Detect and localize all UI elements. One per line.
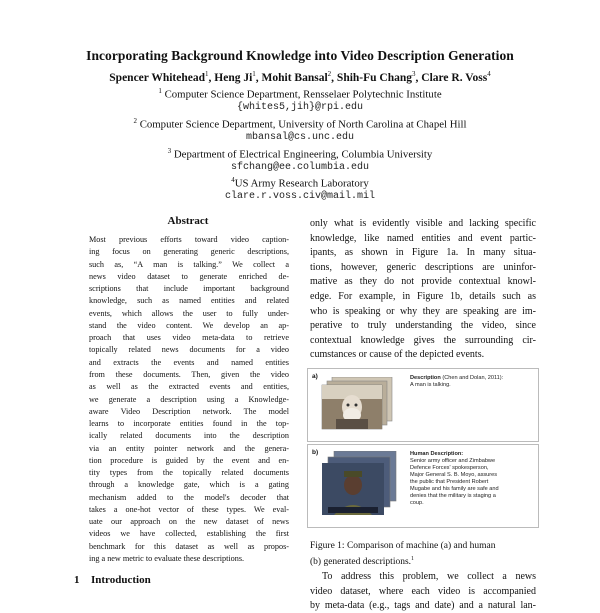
caption-line-2: (b) generated descriptions.$^1$: [310, 556, 415, 568]
video-frames-a: [320, 377, 404, 437]
author-affiliation-mark: 1: [205, 70, 209, 78]
affiliation-3: $^3$ Department of Electrical Engineering, Columbia University: [167, 147, 433, 161]
body-line: tions, however, generic descriptions are uninfor-: [310, 261, 536, 273]
abstract-line: as well as the extracted events and entities,: [89, 382, 289, 392]
abstract-line: stand the video content. We develop an ap-: [89, 320, 289, 330]
caption-footnote-mark: 1: [411, 556, 415, 562]
panel-b-description-line: Mugabe and his family are safe and: [410, 486, 499, 492]
figure-caption: [310, 540, 536, 569]
abstract-line: news video dataset to generate enriched de-: [89, 271, 289, 281]
abstract-line: from these documents. Then, given the video: [89, 369, 289, 379]
panel-b-label: b): [312, 449, 319, 456]
abstract-line: we generate a description using a Knowledge-: [89, 394, 289, 404]
body-line: perative to truly understanding the video, since: [310, 320, 536, 332]
paper-title: Incorporating Background Knowledge into Video Description Generation: [86, 48, 514, 63]
video-frames-b: [320, 451, 406, 527]
figure-panel-a: [307, 368, 539, 442]
panel-b-description-line: Major General S. B. Moyo, assures: [410, 472, 498, 478]
email-4: clare.r.voss.civ@mail.mil: [224, 191, 376, 202]
abstract-line: mechanism added to the model's decoder that: [89, 492, 289, 502]
abstract-line: ing focus on generating generic descriptions,: [89, 247, 289, 257]
author-name: Heng Ji: [214, 71, 253, 84]
abstract-line: Most previous efforts toward video caption-: [89, 235, 289, 244]
author-affiliation-mark: 1: [252, 70, 256, 78]
abstract-line: via an entity pointer network and the genera-: [89, 443, 289, 453]
abstract-line: ing a new metric to evaluate these descriptions.: [89, 554, 245, 564]
body-line: knowledge, like named entities and event partic-: [310, 232, 536, 244]
abstract-line: and extracts the events and named entities: [89, 357, 289, 367]
panel-b-description-line: Senior army officer and Zimbabwe: [410, 458, 496, 464]
panel-a-description: A man is talking.: [410, 382, 451, 388]
abstract-line: uate our approach on the new dataset of news: [89, 517, 289, 527]
email-3: sfchang@ee.columbia.edu: [230, 162, 370, 173]
author-list: Spencer Whitehead$^1$, Heng Ji$^1$, Mohit Bansal$^2$, Shih-Fu Chang$^3$, Clare R. Voss$^4$: [109, 70, 491, 84]
abstract-line: tion procedure is guided by the event and en-: [89, 455, 289, 465]
abstract-line: events, which allows the user to fully under-: [89, 308, 289, 318]
figure-panel-b: [307, 444, 539, 528]
panel-b-description-line: Defence Forces' spokesperson,: [410, 465, 489, 471]
body-line: only what is evidently visible and lacking specific: [310, 218, 536, 229]
affiliation-4: $^4$US Army Research Laboratory: [231, 176, 369, 190]
abstract-line: videos we have collected, establishing the first: [89, 529, 289, 539]
caption-line-1: Figure 1: Comparison of machine (a) and human: [310, 541, 496, 551]
body-line: by meta-data (e.g., tags and date) and a natural lan-: [310, 600, 536, 612]
panel-b-description-line: denies that the military is staging a: [410, 493, 496, 499]
abstract-line: aware Video Description network. The model: [89, 406, 289, 416]
abstract-line: learns to incorporate entities found in the top-: [89, 419, 289, 429]
author-name: Spencer Whitehead: [109, 71, 206, 84]
panel-b-description-line: the public that President Robert: [410, 479, 489, 485]
email-1: {whites5,jih}@rpi.edu: [236, 102, 364, 113]
panel-a-label: a): [312, 373, 318, 380]
body-line: video dataset, where each video is accompanied: [310, 585, 536, 597]
email-2: mbansal@cs.unc.edu: [245, 132, 355, 143]
author-name: Mohit Bansal: [261, 71, 328, 84]
body-line: ipants, as shown in Figure 1a. In many situa-: [310, 247, 536, 259]
abstract-heading: Abstract: [167, 215, 209, 227]
body-line: edge. For example, in Figure 1b, details such as: [310, 291, 536, 302]
body-line: cumstances or cause of the depicted events.: [310, 349, 485, 361]
author-affiliation-mark: 2: [327, 70, 332, 78]
author-name: Clare R. Voss: [421, 71, 488, 84]
abstract-line: topically related news documents for a video: [89, 345, 289, 355]
body-line: who is speaking or why they are speaking are im-: [310, 305, 536, 317]
body-line: mative as they do not provide contextual knowl-: [310, 276, 536, 288]
abstract-line: through a knowledge gate, which is a gating: [89, 480, 289, 490]
panel-a-text: [410, 375, 534, 389]
abstract-line: knowledge, such as named entities and related: [89, 296, 289, 306]
affiliation-2: $^2$ Computer Science Department, University of North Carolina at Chapel Hill: [133, 117, 467, 131]
author-name: Shih-Fu Chang: [336, 71, 413, 84]
panel-a-heading: Description: [410, 375, 441, 381]
abstract-line: takes a one-hot vector of these types. We eval-: [89, 504, 289, 514]
abstract-line: benchmark for this dataset as well as propos-: [89, 541, 289, 551]
figure-1: [307, 368, 539, 530]
abstract-line: proach that uses video meta-data to retrieve: [89, 333, 289, 343]
author-affiliation-mark: 4: [487, 70, 491, 78]
panel-b-description-line: coup.: [410, 500, 424, 506]
body-line: To address this problem, we collect a news: [322, 571, 536, 582]
abstract-line: scriptions that include important background: [89, 284, 289, 294]
abstract-line: ically related documents into the description: [89, 431, 289, 441]
panel-b-heading: Human Description:: [410, 451, 464, 457]
affiliation-1: $^1$ Computer Science Department, Rensselaer Polytechnic Institute: [158, 87, 442, 101]
panel-b-text: [410, 451, 534, 507]
panel-a-citation: (Chen and Dolan, 2011):: [442, 375, 504, 381]
introduction-heading: 1 Introduction: [74, 574, 151, 586]
abstract-line: tity types from the topically related documents: [89, 468, 289, 478]
author-affiliation-mark: 3: [412, 70, 416, 78]
abstract-line: such as, “A man is talking.” We collect a: [89, 259, 289, 269]
body-line: contextual knowledge gives the surrounding cir-: [310, 334, 536, 346]
